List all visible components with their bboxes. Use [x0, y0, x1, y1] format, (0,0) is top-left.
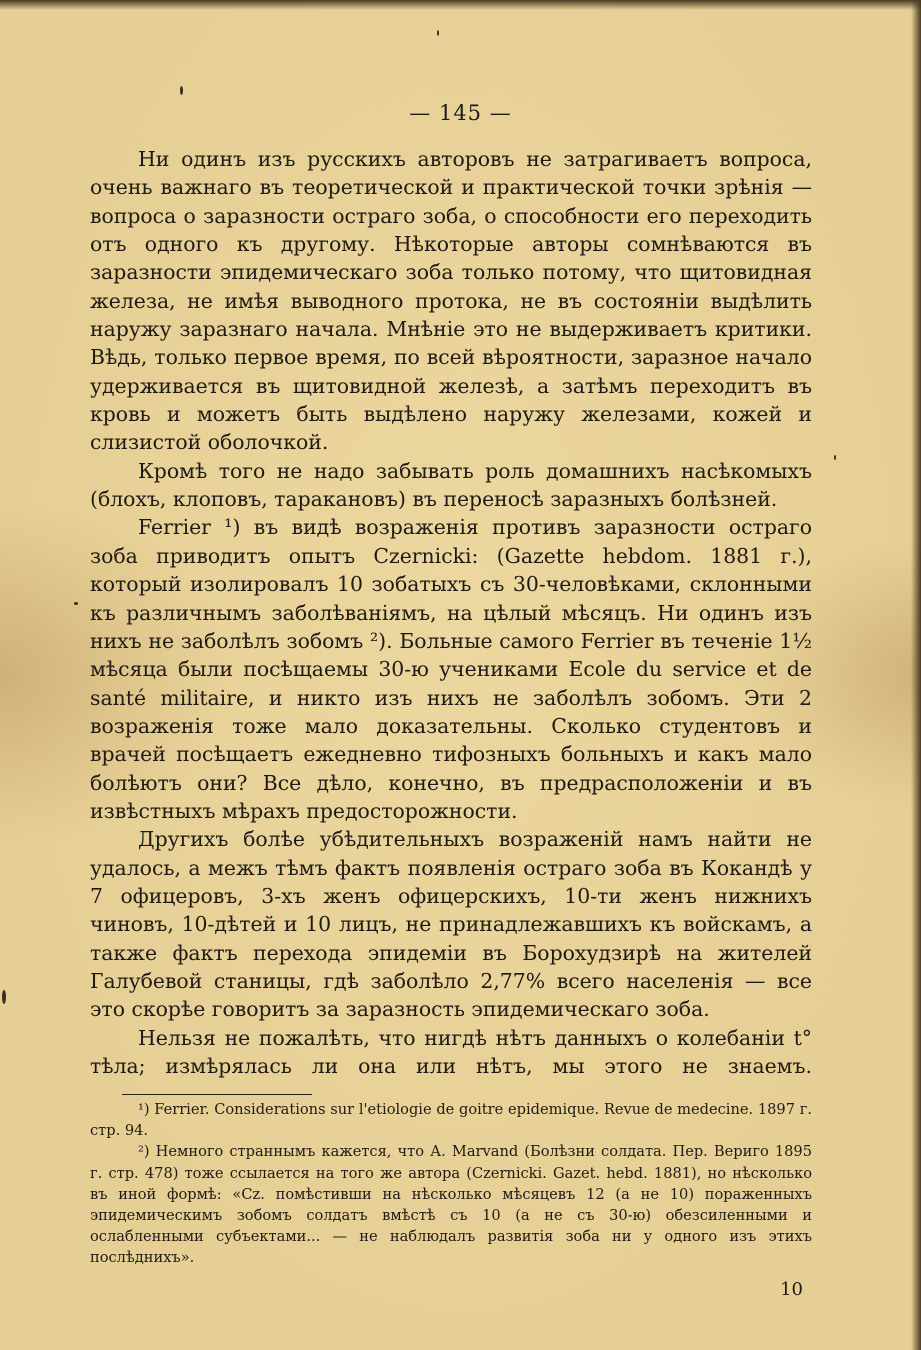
page-top-shadow: [0, 0, 921, 10]
paper-speck: [180, 86, 183, 95]
footnotes: [90, 1099, 812, 1269]
page-right-shadow: [911, 0, 921, 1350]
sheet-number: 10: [780, 1279, 803, 1300]
paragraph-insects: Кромѣ того не надо забывать роль домашнихъ насѣкомыхъ (блохъ, клоповъ, таракановъ) въ переносѣ заразныхъ болѣзней.: [90, 458, 812, 512]
footnote-divider: [122, 1094, 312, 1095]
footnote-1: ¹) Ferrier. Considerations sur l'etiologie de goitre epidemique. Revue de medecine. 1897 г. стр. 94.: [90, 1101, 812, 1140]
paragraph-ferrier-objection: Ferrier ¹) въ видѣ возраженія противъ заразности остраго зоба приводитъ опытъ Czernicki: (Gazette hebdom. 1881 г.), который изолировалъ 10 зобатыхъ съ 30-человѣками, склонными къ различнымъ заболѣваніямъ, на цѣлый мѣсяцъ. Ни одинъ изъ нихъ не заболѣлъ зобомъ ²). Больные самого Ferrier въ теченіе 1½ мѣсяца были посѣщаемы 30-ю учениками Ecole du service et de santé militaire, и никто изъ нихъ не заболѣлъ зобомъ. Эти 2 возраженія тоже мало доказательны. Сколько студентовъ и врачей посѣщаетъ ежедневно тифозныхъ больныхъ и какъ мало болѣютъ они? Все дѣло, конечно, въ предрасположеніи и въ извѣстныхъ мѣрахъ предосторожности.: [90, 515, 812, 823]
footnote-2: ²) Немного страннымъ кажется, что А. Marvand (Болѣзни солдата. Пер. Веригo 1895 г. стр. 478) тоже ссылается на того же автора (Czernicki. Gazet. hebd. 1881), но нѣсколько въ иной формѣ: «Cz. помѣстивши на нѣсколько мѣсяцевъ 12 (а не 10) пораженныхъ эпидемическимъ зобомъ солдатъ вмѣстѣ съ 10 (а не съ 30-ю) обезсиленными и ослабленными субъектами... — не наблюдалъ развитія зоба ни у одного изъ этихъ послѣднихъ».: [90, 1143, 812, 1267]
paper-speck: [437, 30, 439, 36]
paragraph-kokand-facts: Другихъ болѣе убѣдительныхъ возраженій намъ найти не удалось, а межъ тѣмъ фактъ появленія остраго зоба въ Кокандѣ у 7 офицеровъ, 3-хъ женъ офицерскихъ, 10-ти женъ нижнихъ чиновъ, 10-дѣтей и 10 лицъ, не принадлежавшихъ къ войскамъ, а также фактъ перехода эпидеміи въ Борохудзирѣ на жителей Галубевой станицы, гдѣ заболѣло 2,77% всего населенія — все это скорѣе говоритъ за заразность эпидемическаго зоба.: [90, 827, 812, 1022]
body-text: [90, 145, 812, 1080]
paragraph-contagion-question: Ни одинъ изъ русскихъ авторовъ не затрагиваетъ вопроса, очень важнаго въ теоретической и практической точки зрѣнія — вопроса о заразности остраго зоба, о способности его переходить отъ одного къ другому. Нѣкоторые авторы сомнѣваются въ заразности эпидемическаго зоба только потому, что щитовидная железа, не имѣя выводного протока, не въ состояніи выдѣлить наружу заразнаго начала. Мнѣніе это не выдерживаетъ критики. Вѣдь, только первое время, по всей вѣроятности, заразное начало удерживается въ щитовидной железѣ, а затѣмъ переходитъ въ кровь и можетъ быть выдѣлено наружу железами, кожей и слизистой оболочкой.: [90, 147, 812, 455]
page-number: — 145 —: [409, 101, 512, 125]
paper-speck: [834, 455, 836, 460]
paper-speck: [2, 990, 6, 1004]
paper-speck: [74, 602, 78, 605]
paragraph-temperature: Нельзя не пожалѣть, что нигдѣ нѣтъ данныхъ о колебаніи t° тѣла; измѣрялась ли она или нѣтъ, мы этого не знаемъ.: [90, 1025, 812, 1078]
